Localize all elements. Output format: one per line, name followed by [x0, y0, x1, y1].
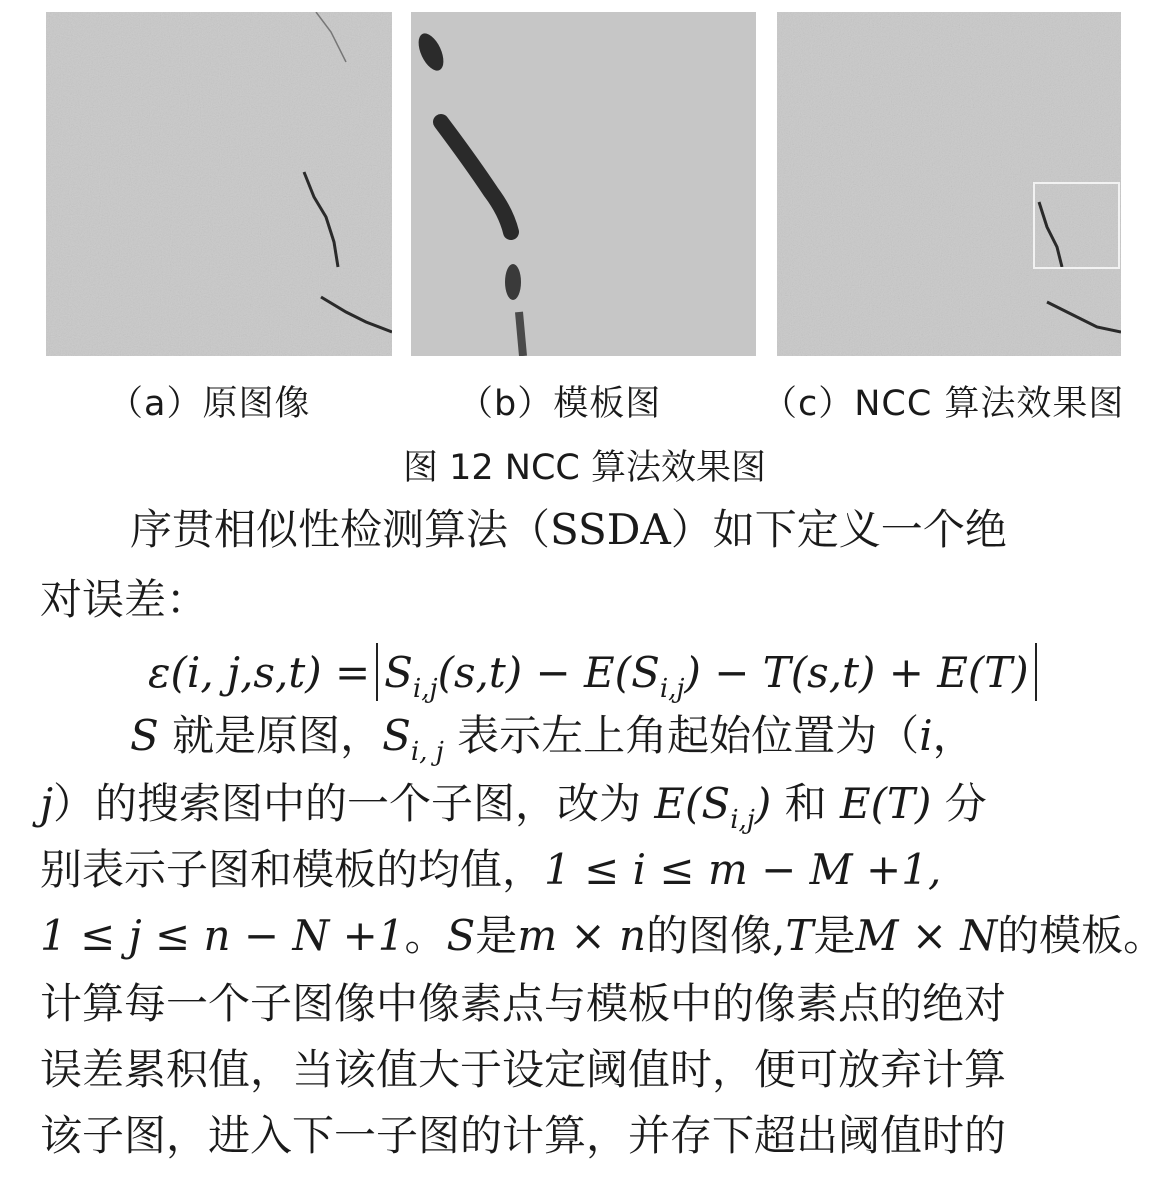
template-image [411, 12, 756, 356]
paragraph-line-8: 误差累积值，当该值大于设定阈值时，便可放弃计算 [40, 1045, 1007, 1094]
caption-b: （b）模板图 [458, 384, 662, 424]
caption-c: （c）NCC 算法效果图 [762, 384, 1125, 424]
caption-a: （a）原图像 [108, 384, 311, 424]
paragraph-line-5: 别表示子图和模板的均值，1 ≤ i ≤ m − M +1, [40, 845, 942, 894]
paragraph-line-9: 该子图，进入下一子图的计算，并存下超出阈值时的 [40, 1111, 1007, 1160]
paragraph-line-2: 对误差： [40, 575, 209, 624]
paragraph-line-6: 1 ≤ j ≤ n − N +1。S是m × n的图像,T是M × N的模板。 [40, 911, 1166, 960]
ncc-result-image [777, 12, 1121, 356]
figure-title: 图 12 NCC 算法效果图 [403, 448, 766, 488]
paragraph-line-3: S 就是原图，$S_{i, j}$ 表示左上角起始位置为（i， [130, 711, 975, 767]
paragraph-line-7: 计算每一个子图像中像素点与模板中的像素点的绝对 [40, 979, 1007, 1028]
paragraph-line-4: j）的搜索图中的一个子图，改为 $E(S_{i,j})$ 和 E(T) 分 [40, 779, 987, 835]
equation: ε(i, $j,s,t) = S_{i,j}(s,t) - E(S_{i,j}) - T(s,t) + E(T)$ [148, 643, 1043, 701]
paragraph-line-1: 序贯相似性检测算法（SSDA）如下定义一个绝 [130, 505, 1007, 554]
original-image [46, 12, 392, 356]
